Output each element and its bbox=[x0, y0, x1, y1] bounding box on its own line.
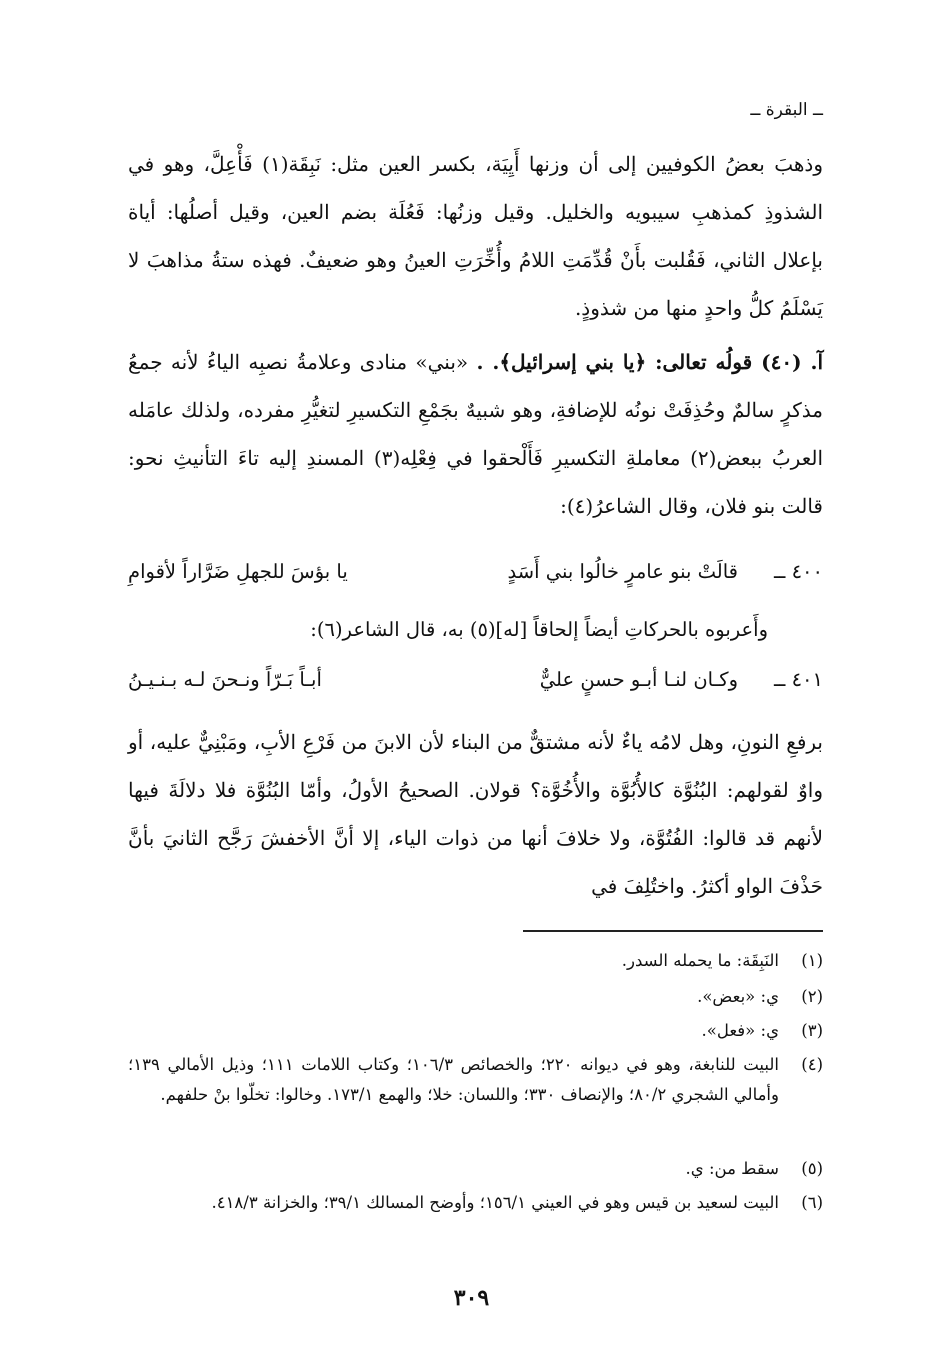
footnote-number: (٦) bbox=[801, 1193, 823, 1212]
footnote-number: (١) bbox=[801, 951, 823, 970]
footnote-number: (٥) bbox=[801, 1159, 823, 1178]
verse-citation: آ. (٤٠) قولُه تعالى: ﴿يا بني إسرائيل﴾. . bbox=[476, 350, 824, 374]
footnote-number: (٤) bbox=[801, 1055, 823, 1074]
footnote-text: البيت للنابغة، وهو في ديوانه ٢٢٠؛ والخصائص ١٠٦/٣؛ وكتاب اللامات ١١١؛ وذيل الأمالي ١٣٩؛ وأمالي الشجري ٨٠/٢؛ والإنصاف ٣٣٠؛ واللسان: خلا؛ والهمع ١٧٣/١. وخالوا: تخلّوا بنْ حلفهم. bbox=[128, 1055, 779, 1104]
verse-second-hemistich: أبـاً بَـرّاً ونـحنَ لـه بـنـيـنُ bbox=[128, 668, 322, 691]
footnote-divider bbox=[523, 930, 823, 932]
page-number: ٣٠٩ bbox=[453, 1285, 490, 1311]
footnote-text: سقط من: ي. bbox=[685, 1159, 779, 1178]
footnote-1 bbox=[128, 946, 823, 976]
verse-first-hemistich: قالَتْ بنو عامرٍ خالُوا بني أَسَدٍ bbox=[507, 560, 738, 583]
footnote-5 bbox=[128, 1154, 823, 1184]
verse-second-hemistich: يا بؤسَ للجهلِ ضَرَّاراً لأقوامِ bbox=[128, 560, 348, 583]
footnote-text: ي: «بعض». bbox=[697, 987, 779, 1006]
paragraph-4 bbox=[128, 718, 823, 910]
paragraph-text: «بني» منادى وعلامةُ نصبِه الياءُ لأنه جمعُ مذكرٍ سالمٌ وحُذِفَتْ نونُه للإضافةِ، وهو شبيهٌ بجَمْعِ التكسيرِ لتغيُّرِ مفرده، ولذلك عامَله العربُ ببعض(٢) معاملةِ التكسيرِ فَأَلْحقوا في فِعْلِه(٣) المسندِ إليه تاءَ التأنيثِ نحو: قالت بنو فلان، وقال الشاعرُ(٤): bbox=[128, 350, 824, 518]
footnote-text: ي: «فعل». bbox=[701, 1021, 779, 1040]
paragraph-text: برفعِ النونِ، وهل لامُه ياءٌ لأنه مشتقٌّ من البناء لأن الابنَ من فَرْعِ الأبِ، ومَبْنِيٌّ عليه، أو واوٌ لقولهم: البُنُوَّة كالأُبُوَّة والأُخُوَّة؟ قولان. الصحيحُ الأولُ، وأمّا البُنُوَّة فلا دلالَةَ فيها لأنهم قد قالوا: الفُتُوَّة، ولا خلافَ أنها من ذوات الياء، إلا أنَّ الأخفشَ رَجَّح الثانيَ بأنَّ حَذْفَ الواو أكثرُ. واختُلِفَ في bbox=[128, 730, 823, 898]
footnote-4 bbox=[128, 1050, 823, 1110]
paragraph-text: وذهبَ بعضُ الكوفيين إلى أن وزنها أَيِيَة، بكسر العين مثل: نَبِقَة(١) فَأْعِلَّ، وهو في الشذوذِ كمذهبِ سيبويه والخليل. وقيل وزنُها: فَعُلَة بضم العين، وقيل أصلُها: أياة بإعلال الثاني، فَقُلبت بأَنْ قُدِّمَتِ اللامُ وأُخِّرَتِ العينُ وهو ضعيفٌ. فهذه ستةُ مذاهبَ لا يَسْلَمُ كلُّ واحدٍ منها من شذوذٍ. bbox=[128, 152, 823, 320]
footnote-6 bbox=[128, 1188, 823, 1218]
verse-number: ٤٠١ ــ bbox=[773, 668, 823, 691]
verse-first-hemistich: وكـان لنـا أبـو حسنٍ عليٌّ bbox=[539, 668, 738, 691]
paragraph-1 bbox=[128, 140, 823, 332]
footnote-text: البيت لسعيد بن قيس وهو في العيني ١٥٦/١؛ وأوضح المسالك ٣٩/١؛ والخزانة ٤١٨/٣. bbox=[211, 1193, 779, 1212]
footnote-3 bbox=[128, 1016, 823, 1046]
paragraph-2 bbox=[128, 338, 823, 530]
footnote-number: (٣) bbox=[801, 1021, 823, 1040]
footnote-2 bbox=[128, 982, 823, 1012]
paragraph-3: وأَعربوه بالحركاتِ أيضاً إلحاقاً [له](٥) به، قال الشاعر(٦): bbox=[310, 618, 768, 641]
footnote-text: النَبِقَة: ما يحمله السدر. bbox=[621, 951, 779, 970]
running-header: ــ البقرة ــ bbox=[750, 100, 823, 120]
footnote-number: (٢) bbox=[801, 987, 823, 1006]
verse-number: ٤٠٠ ــ bbox=[773, 560, 823, 583]
